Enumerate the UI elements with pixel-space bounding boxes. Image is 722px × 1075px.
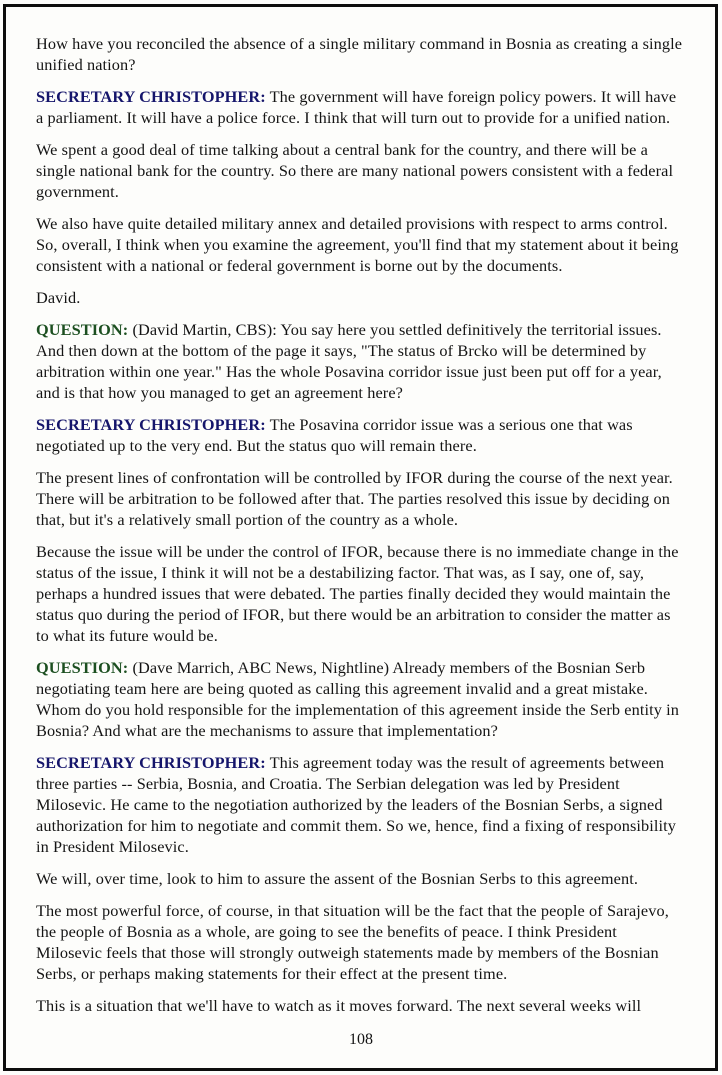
paragraph: SECRETARY CHRISTOPHER: This agreement today was the result of agreements between three parties -- Serbia, Bosnia, and Croatia. The Serbian delegation was led by President Milosevic. He came to the negotiation authorized by the leaders of the Bosnian Serbs, a signed authorization for him to negotiate and commit them. So we, hence, find a fixing of responsibility in President Milosevic. [36,753,677,856]
paragraph: David. [36,288,81,307]
paragraph: The present lines of confrontation will be controlled by IFOR during the course of the next year. There will be arbitration to be followed after that. The parties resolved this issue by deciding on that, but it's a relatively small portion of the country as a whole. [36,468,673,529]
paragraph: SECRETARY CHRISTOPHER: The Posavina corridor issue was a serious one that was negotiated up to the very end. But the status quo will remain there. [36,415,633,455]
paragraph: The most powerful force, of course, in that situation will be the fact that the people of Sarajevo, the people of Bosnia as a whole, are going to see the benefits of peace. I think President Milosevic feels that those will strongly outweigh statements made by members of the Bosnian Serbs, or perhaps making statements for their effect at the present time. [36,901,669,983]
speaker-label: SECRETARY CHRISTOPHER: [36,415,266,434]
speaker-label: QUESTION: [36,320,129,339]
paragraph: We spent a good deal of time talking about a central bank for the country, and there will be a single national bank for the country. So there are many national powers consistent with a federal government. [36,140,674,201]
paragraph: We also have quite detailed military annex and detailed provisions with respect to arms control. So, overall, I think when you examine the agreement, you'll find that my statement about it being consistent with a national or federal government is borne out by the documents. [36,214,679,275]
paragraph: We will, over time, look to him to assure the assent of the Bosnian Serbs to this agreement. [36,869,639,888]
speaker-label: SECRETARY CHRISTOPHER: [36,753,266,772]
speaker-label: QUESTION: [36,658,129,677]
page-number: 108 [349,1031,373,1048]
paragraph: How have you reconciled the absence of a single military command in Bosnia as creating a single unified nation? [36,34,683,74]
speaker-label: SECRETARY CHRISTOPHER: [36,87,266,106]
document-body [36,33,686,1027]
paragraph: SECRETARY CHRISTOPHER: The government will have foreign policy powers. It will have a parliament. It will have a police force. I think that will turn out to provide for a unified nation. [36,87,677,127]
paragraph: QUESTION: (Dave Marrich, ABC News, Nightline) Already members of the Bosnian Serb negotiating team here are being quoted as calling this agreement invalid and a great mistake. Whom do you hold responsible for the implementation of this agreement inside the Serb entity in Bosnia? And what are the mechanisms to assure that implementation? [36,658,679,740]
paragraph: This is a situation that we'll have to watch as it moves forward. The next several weeks will [36,996,642,1015]
paragraph: Because the issue will be under the control of IFOR, because there is no immediate change in the status of the issue, I think it will not be a destabilizing factor. That was, as I say, one of, say, perhaps a hundred issues that were debated. The parties finally decided they would maintain the status quo during the period of IFOR, but there would be an arbitration to consider the matter as to what its future would be. [36,542,679,645]
paragraph: QUESTION: (David Martin, CBS): You say here you settled definitively the territorial issues. And then down at the bottom of the page it says, "The status of Brcko will be determined by arbitration within one year." Has the whole Posavina corridor issue just been put off for a year, and is that how you managed to get an agreement here? [36,320,662,402]
